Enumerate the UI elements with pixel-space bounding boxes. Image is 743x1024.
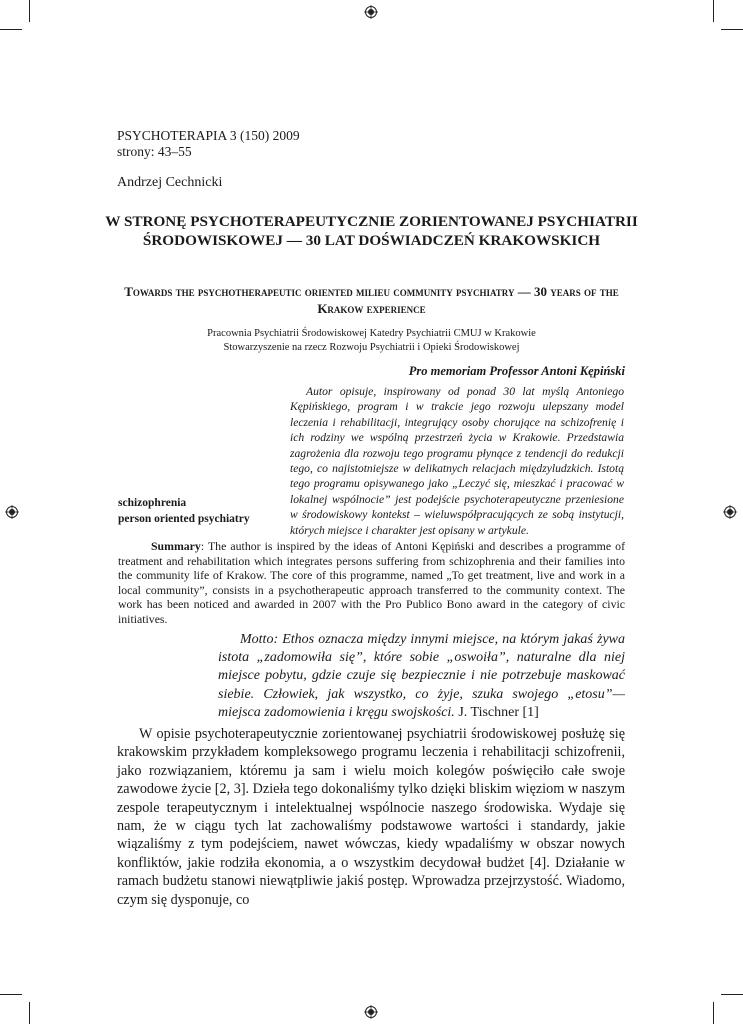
crop-mark-bottom-right-vertical: [713, 1002, 714, 1024]
motto-source: J. Tischner [1]: [454, 704, 539, 720]
motto-text: Motto: Ethos oznacza między innymi miejsce, na którym jakaś żywa istota „zadomowiła się”, które sobie „oswoiła”, naturalne dla niej miejsce pobytu, gdzie czuje się bezpiecznie i nie potrzebuje maskować siebie. Człowiek, jak wszystko, co żyje, szuka swojego „etosu”— miejsca zadomowienia i kręgu swojskości.: [218, 632, 625, 720]
summary-english: [118, 539, 625, 627]
article-title-polish: W STRONĘ PSYCHOTERAPEUTYCZNIE ZORIENTOWANEJ PSYCHIATRII ŚRODOWISKOWEJ — 30 LAT DOŚWIADCZEŃ KRAKOWSKICH: [105, 213, 638, 249]
article-title-english: Towards the psychotherapeutic oriented milieu community psychiatry — 30 years of the Krakow experience: [124, 284, 619, 316]
crop-mark-top-left-horizontal: [0, 29, 22, 30]
summary-text: : The author is inspired by the ideas of Antoni Kępiński and describes a programme of treatment and rehabilitation which integrates persons suffering from schizophrenia and their families into the community life of Krakow. The core of this programme, named „To get treatment, live and work in a local community”, consists in a psychotherapeutic approach transferred to the community context. The work has been noticed and awarded in 2007 with the Pro Publico Bono award in the category of civic initiatives.: [118, 539, 625, 626]
crop-mark-bottom-left-vertical: [29, 1002, 30, 1024]
crop-mark-bottom-left-horizontal: [0, 994, 22, 995]
journal-issue: PSYCHOTERAPIA 3 (150) 2009: [117, 128, 300, 143]
summary-label: Summary: [151, 539, 201, 553]
motto: [218, 631, 625, 722]
crop-mark-top-left-vertical: [29, 0, 30, 22]
crop-mark-bottom-right-horizontal: [721, 994, 743, 995]
journal-header: [117, 128, 300, 160]
body-paragraph: W opisie psychoterapeutycznie zorientowanej psychiatrii środowiskowej posłużę się krakowskim przykładem kompleksowego programu leczenia i rehabilitacji schizofrenii, jako rozwiązaniem, któremu ja sam i wielu moich kolegów poświęciło całe swoje zawodowe życie [2, 3]. Dzieła tego dokonaliśmy tylko dzięki bliskim więziom w naszym zespole terapeutycznym i intelektualnej wspólnocie naszego środowiska. Wydaje się nam, że w ciągu tych lat zachowaliśmy podstawowe wartości i standardy, jakie wiązaliśmy z tym podejściem, nawet wówczas, kiedy wpadaliśmy w obszar nowych konfliktów, jakie rodziła ekonomia, a o wszystkim decydował budżet [4]. Działanie w ramach budżetu stanowi niewątpliwie jakiś postęp. Wprowadza przejrzystość. Wiadomo, czym się dysponuje, co: [117, 726, 625, 908]
affiliation-line: Pracownia Psychiatrii Środowiskowej Katedry Psychiatrii CMUJ w Krakowie: [207, 328, 536, 339]
abstract-polish-text: Autor opisuje, inspirowany od ponad 30 lat myślą Antoniego Kępińskiego, program i w trakcie jego rozwoju ulepszany model leczenia i rehabilitacji, integrujący osoby chorujące na schizofrenię i ich rodziny we wspólną przestrzeń życia w Krakowie. Przedstawia zagrożenia dla rozwoju tego programu płynące z tendencji do redukcji tego, co najistotniejsze w delikatnych relacjach międzyludzkich. Istotą tego programu opisywanego jako „Leczyć się, mieszkać i pracować w lokalnej wspólnocie” jest podejście psychoterapeutyczne przeniesione w środowiskowy kontekst – wieluwspółpracujących ze sobą instytucji, których miejsce i charakter jest opisany w artykule.: [290, 385, 624, 537]
affiliation-line: Stowarzyszenie na rzecz Rozwoju Psychiatrii i Opieki Środowiskowej: [223, 342, 520, 353]
author-name: Andrzej Cechnicki: [117, 175, 223, 190]
registration-mark-icon: [364, 1005, 378, 1019]
journal-pages: strony: 43–55: [117, 144, 192, 159]
registration-mark-icon: [364, 5, 378, 19]
registration-mark-icon: [723, 505, 737, 519]
registration-mark-icon: [5, 505, 19, 519]
keyword: schizophrenia: [118, 497, 187, 509]
keywords: [118, 496, 250, 527]
abstract-polish: [290, 384, 624, 538]
body-text: [117, 725, 625, 909]
dedication: Pro memoriam Professor Antoni Kępiński: [408, 364, 625, 378]
crop-mark-top-right-vertical: [713, 0, 714, 22]
affiliations: [100, 327, 643, 355]
keyword: person oriented psychiatry: [118, 512, 250, 525]
crop-mark-top-right-horizontal: [721, 29, 743, 30]
